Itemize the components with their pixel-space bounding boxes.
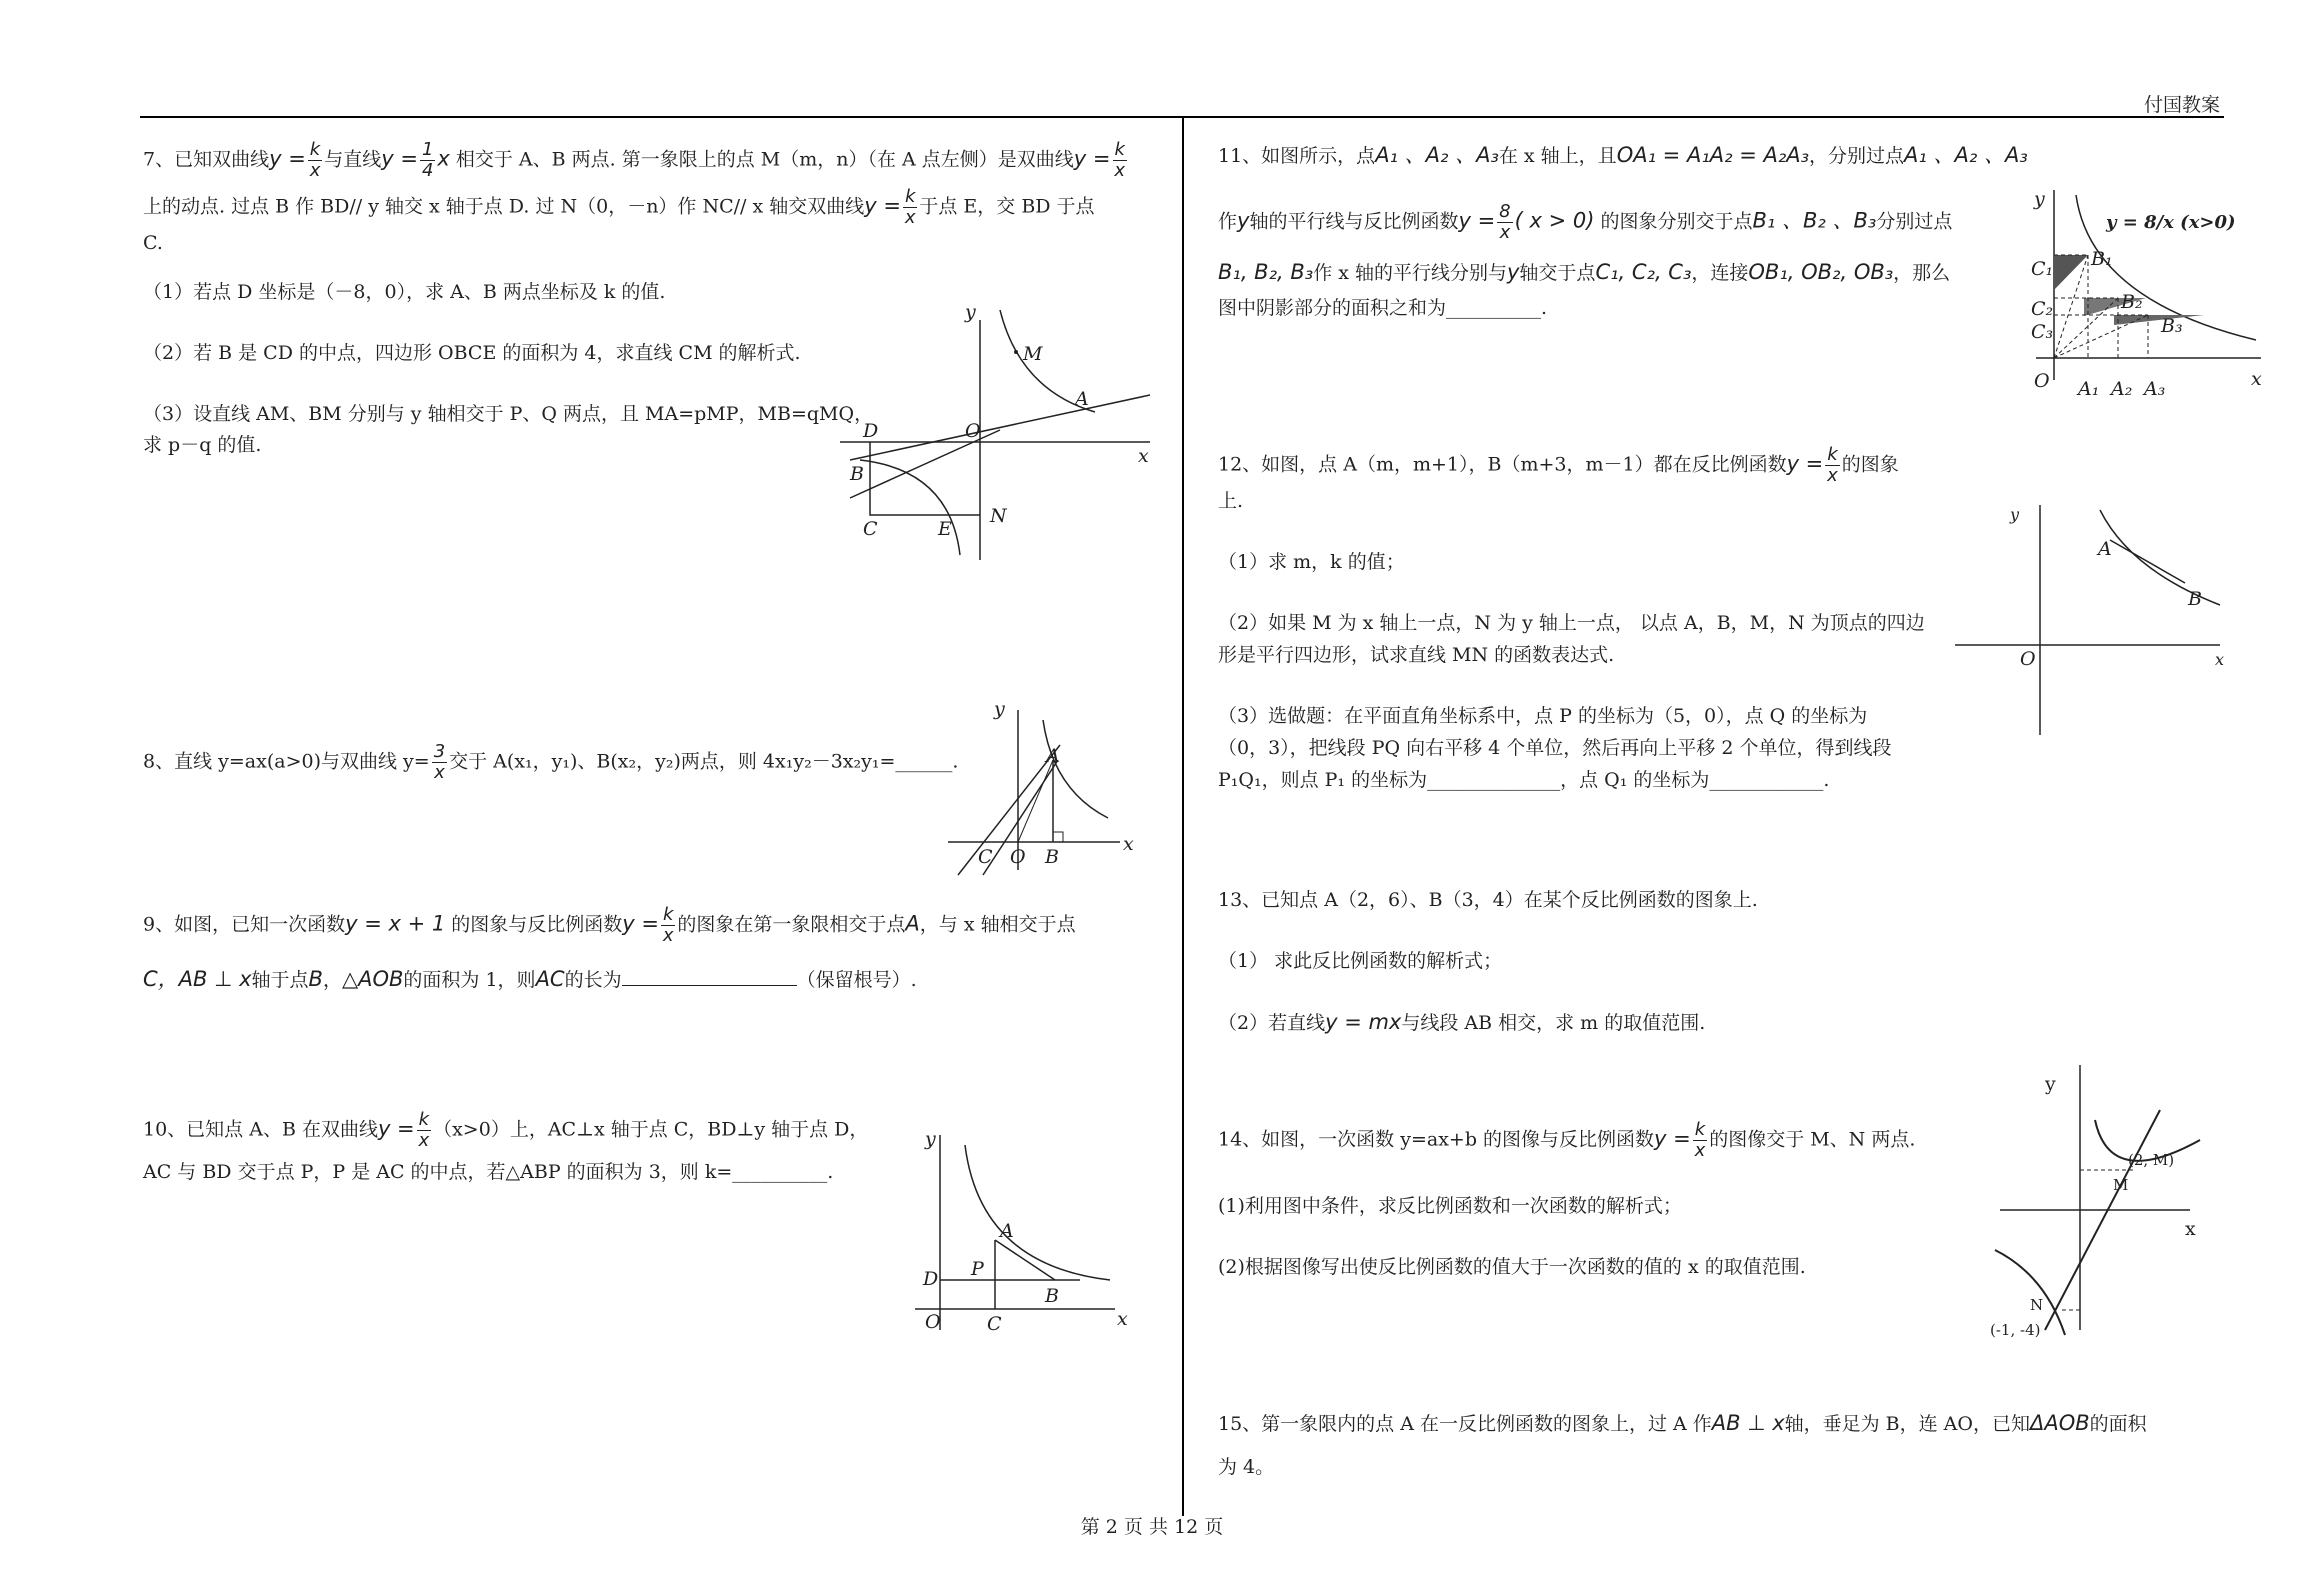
svg-text:A: A <box>1046 745 1060 767</box>
svg-text:y: y <box>965 301 976 323</box>
svg-text:y: y <box>2045 1073 2056 1095</box>
svg-text:C: C <box>987 1313 1002 1335</box>
svg-text:O: O <box>965 420 981 442</box>
svg-text:B₃: B₃ <box>2161 315 2183 337</box>
figure-q12 <box>1950 495 2230 739</box>
figure-q8 <box>948 700 1138 884</box>
svg-text:(-1, -4): (-1, -4) <box>1990 1321 2041 1339</box>
svg-text:O: O <box>925 1311 941 1333</box>
header-label: 付国教案 <box>2143 94 2220 116</box>
svg-text:B₁: B₁ <box>2091 248 2113 270</box>
question-10: 10、已知点 A、B 在双曲线y = $\frac{k}{x}$ （x>0）上，AC⊥x 轴于点 C，BD⊥y 轴于点 D， AC 与 BD 交于点 P，P 是 AC 的中点，若△ABP 的面积为 3，则 k=__________. <box>143 1109 869 1183</box>
svg-text:y: y <box>925 1128 936 1150</box>
svg-text:x: x <box>2251 368 2262 390</box>
svg-text:x: x <box>2185 1218 2196 1240</box>
svg-text:C₃: C₃ <box>2031 321 2054 343</box>
svg-text:A₃: A₃ <box>2144 378 2166 400</box>
svg-text:A: A <box>1000 1220 1014 1242</box>
page-footer: 第 2 页 共 12 页 <box>1080 1516 1224 1538</box>
svg-text:x: x <box>1138 445 1149 467</box>
question-8: 8、直线 y=ax(a>0)与双曲线 y= $\frac{3}{x}$ 交于 A(x₁，y₁)、B(x₂，y₂)两点，则 4x₁y₂－3x₂y₁=______. <box>143 741 959 783</box>
svg-text:B: B <box>1045 846 1059 868</box>
svg-text:y: y <box>2034 188 2045 210</box>
svg-text:C: C <box>978 846 993 868</box>
svg-text:x: x <box>1123 833 1134 855</box>
svg-text:x: x <box>2215 650 2225 669</box>
figure-q7 <box>830 300 1160 574</box>
question-15: 15、第一象限内的点 A 在一反比例函数的图象上，过 A 作AB ⊥ x轴，垂足为 B，连 AO，已知ΔAOB的面积 为 4。 <box>1218 1411 2147 1478</box>
svg-text:B: B <box>1045 1285 1059 1307</box>
svg-text:D: D <box>923 1268 939 1290</box>
svg-text:A₂: A₂ <box>2111 378 2133 400</box>
question-11: 11、如图所示，点A₁ 、A₂ 、A₃在 x 轴上，且OA₁ = A₁A₂ = A₂A₃，分别过点A₁ 、A₂ 、A₃ 作y轴的平行线与反比例函数y = $\frac{8}{x}$ ( x > 0) 的图象分别交于点B₁ 、B₂ 、B₃分别过点 B₁, B₂, B₃作 x 轴的平行线分别与y轴交于点C₁, C₂, C₃，连接OB₁, OB₂, OB₃，那么 图中阴影部分的面积之和为__________. <box>1218 143 2028 319</box>
svg-text:x: x <box>1117 1308 1128 1330</box>
svg-text:(2, M): (2, M) <box>2128 1151 2175 1169</box>
svg-text:B₂: B₂ <box>2121 291 2143 313</box>
svg-text:A: A <box>1075 388 1089 410</box>
svg-text:M: M <box>2113 1176 2129 1194</box>
svg-text:y: y <box>994 698 1005 720</box>
svg-text:y = 8/x (x>0): y = 8/x (x>0) <box>2106 212 2236 233</box>
figure-q10 <box>915 1125 1145 1344</box>
svg-text:N: N <box>2030 1296 2044 1314</box>
svg-text:N: N <box>990 505 1007 527</box>
svg-text:O: O <box>2034 370 2050 392</box>
svg-text:O: O <box>1010 846 1026 868</box>
svg-text:C: C <box>863 518 878 540</box>
svg-text:y: y <box>2010 505 2020 524</box>
svg-text:D: D <box>863 420 879 442</box>
question-13: 13、已知点 A（2，6）、B（3，4）在某个反比例函数的图象上. （1） 求此反比例函数的解析式； （2）若直线y = mx与线段 AB 相交，求 m 的取值范围. <box>1218 889 1758 1034</box>
figure-q14 <box>1985 1060 2225 1344</box>
svg-text:O: O <box>2020 648 2036 670</box>
svg-text:A₁: A₁ <box>2078 378 2100 400</box>
svg-text:C₁: C₁ <box>2031 258 2054 280</box>
question-14: 14、如图，一次函数 y=ax+b 的图像与反比例函数y = $\frac{k}{x}$ 的图像交于 M、N 两点. (1)利用图中条件，求反比例函数和一次函数的解析式； (2)根据图像写出使反比例函数的值大于一次函数的值的 x 的取值范围. <box>1218 1119 1916 1278</box>
svg-text:C₂: C₂ <box>2031 298 2054 320</box>
svg-text:M: M <box>1023 343 1043 365</box>
question-7: 7、已知双曲线y = $\frac{k}{x}$ 与直线y = $\frac{1}{4}$ x 相交于 A、B 两点. 第一象限上的点 M（m，n）（在 A 点左侧）是双曲线y = $\frac{k}{x}$ 上的动点. 过点 B 作 BD// y 轴交 x 轴于点 D. 过 N（0，－n）作 NC// x 轴交双曲线y = $\frac{k}{x}$ 于点 E，交 BD 于点 C. （1）若点 D 坐标是（－8，0），求 A、B 两点坐标及 k 的值. （2）若 B 是 CD 的中点，四边形 OBCE 的面积为 4，求直线 CM 的解析式. （3）设直线 AM、BM 分别与 y 轴相交于 P、Q 两点，且 MA=pMP，MB=qMQ， 求 p－q 的值. <box>143 139 1126 456</box>
svg-text:B: B <box>2188 588 2202 610</box>
svg-text:A: A <box>2098 538 2112 560</box>
figure-q11 <box>2026 180 2266 414</box>
column-divider <box>1182 116 1184 1516</box>
svg-text:P: P <box>971 1258 984 1280</box>
question-12: 12、如图，点 A（m，m+1），B（m+3，m－1）都在反比例函数y = $\frac{k}{x}$ 的图象 上. （1）求 m，k 的值； （2）如果 M 为 x 轴上一点，N 为 y 轴上一点， 以点 A，B，M，N 为顶点的四边 形是平行四边形，试求直线 MN 的函数表达式. （3）选做题：在平面直角坐标系中，点 P 的坐标为（5，0），点 Q 的坐标为 （0，3），把线段 PQ 向右平移 4 个单位，然后再向上平移 2 个单位，得到线段 P₁Q₁，则点 P₁ 的坐标为______________，点 Q₁ 的坐标为____________. <box>1218 444 1925 791</box>
svg-text:E: E <box>938 518 952 540</box>
question-9: 9、如图，已知一次函数y = x + 1 的图象与反比例函数y = $\frac{k}{x}$ 的图象在第一象限相交于点A，与 x 轴相交于点 C，AB ⊥ x轴于点B，△AOB的面积为 1，则AC的长为 （保留根号）. <box>143 904 1076 991</box>
svg-text:B: B <box>850 463 864 485</box>
